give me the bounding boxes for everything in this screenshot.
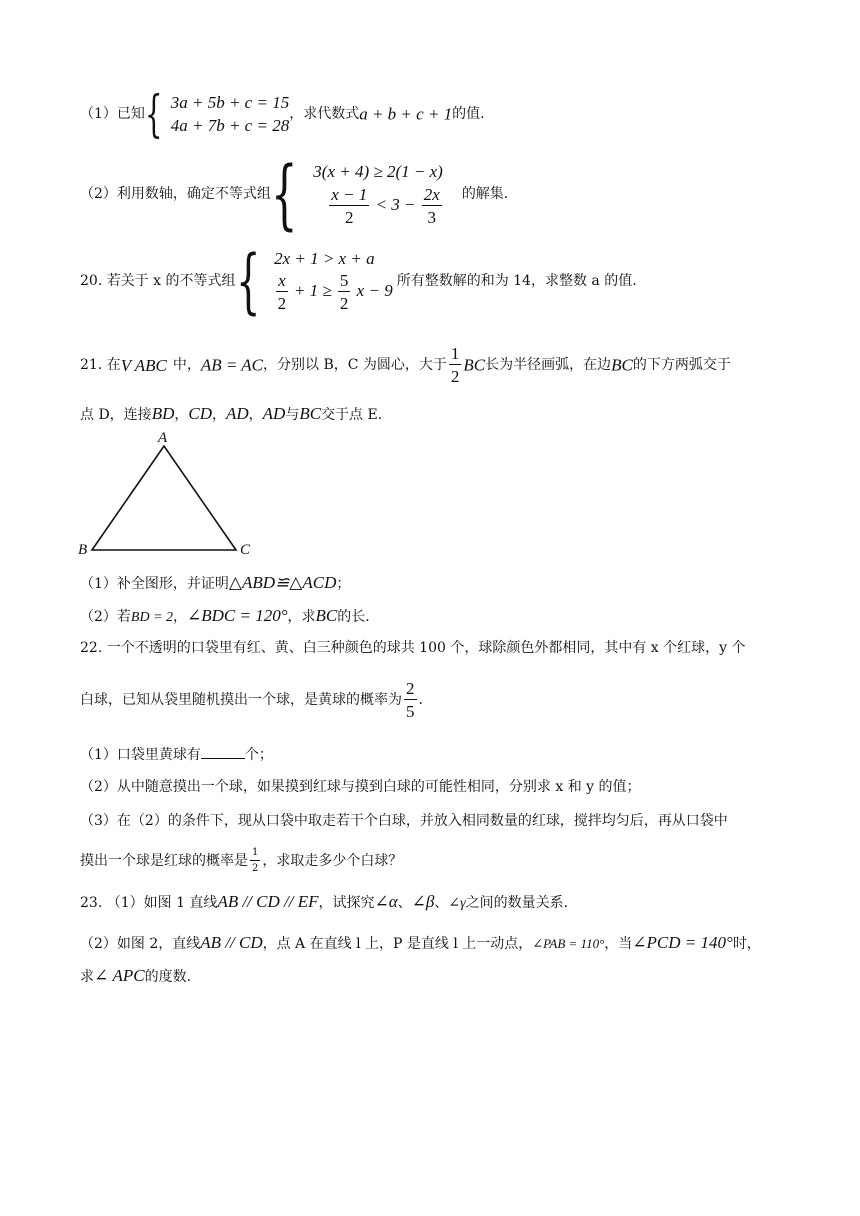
system-brace: { [235, 240, 261, 322]
expression: a + b + c + 1 [359, 104, 453, 124]
question-23-part2-line1: （2）如图 2，直线AB // CD，点 A 在直线 l 上，P 是直线 l 上一动点，∠PAB = 110°，当∠PCD = 140°时， [80, 933, 761, 952]
triangle-abc [76, 430, 266, 560]
equation-2: 4a + 7b + c = 28 [170, 116, 290, 135]
system-brace: { [270, 149, 298, 238]
inequality-1: 2x + 1 > x + a [274, 249, 375, 268]
equation-system [171, 94, 289, 134]
question-21-part1: （1）补全图形，并证明△ABD≌△ACD； [80, 573, 351, 592]
question-20: 20. 若关于 x 的不等式组{ 2x + 1 > x + a $\frac{x}{2}$ + 1 ≥ $\frac{5}{2}$ x − 9 所有整数解的和为 14，求整数 a 的值. [80, 240, 637, 322]
answer-blank [201, 746, 245, 759]
question-22-part1: （1）口袋里黄球有 个； [80, 747, 273, 763]
inequality-1: 3(x + 4) ≥ 2(1 − x) [313, 161, 443, 181]
triangle-figure [76, 430, 266, 560]
equation-1: 3a + 5b + c = 15 [170, 93, 290, 112]
probability-half: $\frac{1}{2}$ [252, 847, 259, 874]
inequality-system [274, 250, 393, 312]
system-brace: { [144, 85, 163, 143]
question-23-part2-line2: 求∠ APC的度数. [80, 966, 192, 985]
fraction-half: $\frac{1}{2}$ [450, 344, 460, 386]
question-22-part3-line1: （3）在（2）的条件下，现从口袋中取走若干个白球，并放入相同数量的红球，搅拌均匀后，再从口袋中 [80, 813, 728, 829]
vertex-a-label: A [158, 430, 168, 446]
question-22-part2: （2）从中随意摸出一个球，如果摸到红球与摸到白球的可能性相同，分别求 x 和 y 的值； [80, 779, 641, 795]
question-21-line1: 21. 在V ABC 中，AB = AC，分别以 B，C 为圆心，大于 $\frac{1}{2}$ BC长为半径画弧，在边BC的下方两弧交于 [80, 344, 731, 386]
question-22-part3-line2: 摸出一个球是红球的概率是 $\frac{1}{2}$ ，求取走多少个白球？ [80, 847, 403, 874]
vertex-c-label: C [240, 542, 251, 558]
question-22-line1: 22. 一个不透明的口袋里有红、黄、白三种颜色的球共 100 个，球除颜色外都相同，其中有 x 个红球，y 个 [80, 640, 746, 656]
vertex-b-label: B [78, 542, 88, 558]
q19-part2: （2）利用数轴，确定不等式组{ 3(x + 4) ≥ 2(1 − x) $\frac{x - 1}{2}$ < 3 − $\frac{2x}{3}$ 的解集. [80, 149, 509, 238]
question-23-part1: 23. （1）如图 1 直线AB // CD // EF，试探究∠α、∠β、∠γ之间的数量关系. [80, 892, 569, 911]
q19-part1: （1）已知{ 3a + 5b + c = 15 4a + 7b + c = 28 ，求代数式a + b + c + 1的值. [80, 85, 485, 143]
question-22-line2: 白球，已知从袋里随机摸出一个球，是黄球的概率为 $\frac{2}{5}$ . [80, 679, 423, 721]
question-21-part2: （2）若BD = 2，∠BDC = 120°，求BC的长. [80, 606, 370, 625]
inequality-system [313, 163, 444, 226]
probability-fraction: $\frac{2}{5}$ [406, 679, 415, 721]
inequality-2: $\frac{x - 1}{2}$ < 3 − $\frac{2x}{3}$ [331, 184, 440, 227]
question-21-line2: 点 D，连接BD，CD，AD，AD与BC交于点 E. [80, 404, 383, 423]
inequality-2: $\frac{x}{2}$ + 1 ≥ $\frac{5}{2}$ x − 9 [277, 271, 393, 313]
